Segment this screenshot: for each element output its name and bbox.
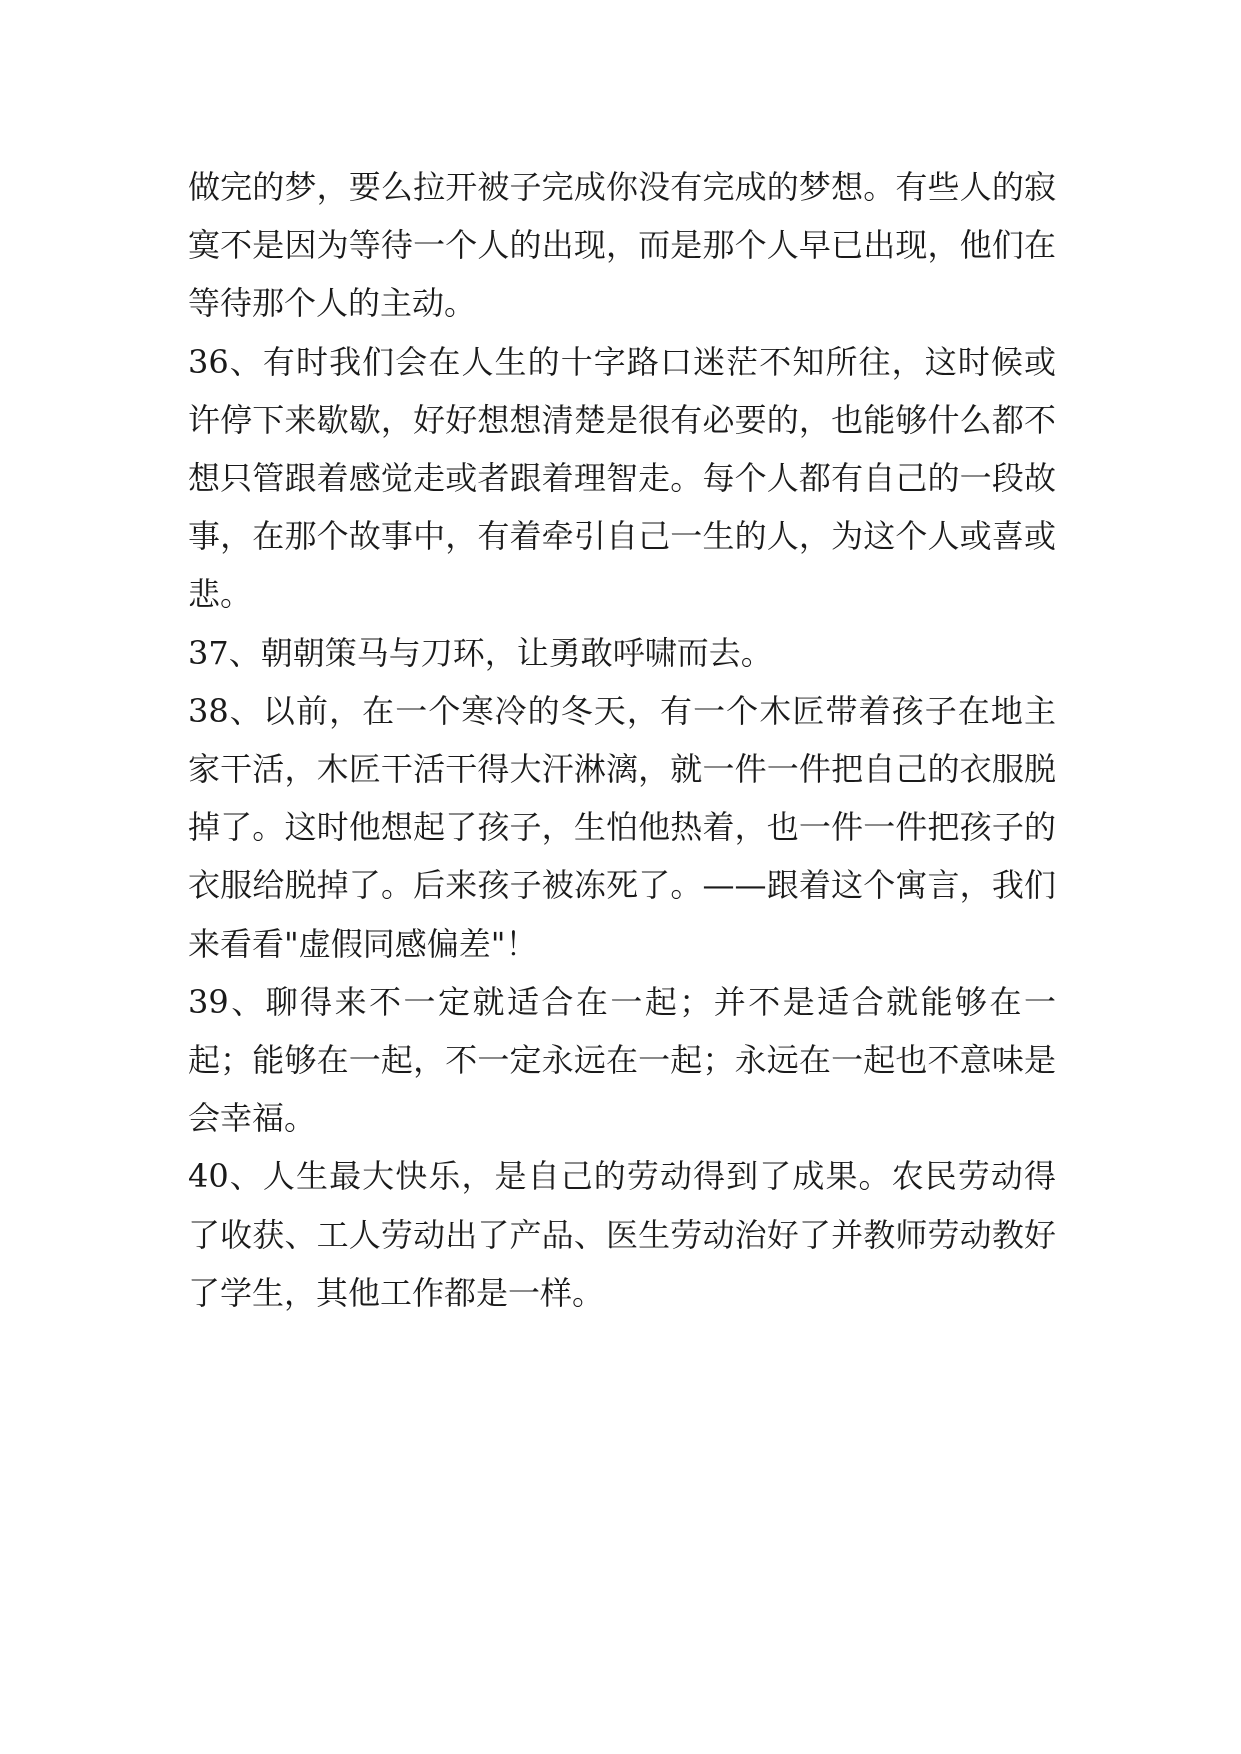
paragraph-40: 40、人生最大快乐，是自己的劳动得到了成果。农民劳动得了收获、工人劳动出了产品、医生劳动治好了并教师劳动教好了学生，其他工作都是一样。 xyxy=(188,1157,1056,1312)
document-body xyxy=(188,158,1056,1322)
paragraph-36: 36、有时我们会在人生的十字路口迷茫不知所往，这时候或许停下来歇歇，好好想想清楚是很有必要的，也能够什么都不想只管跟着感觉走或者跟着理智走。每个人都有自己的一段故事，在那个故事中，有着牵引自己一生的人，为这个人或喜或悲。 xyxy=(188,342,1056,614)
paragraph-38: 38、以前，在一个寒冷的冬天，有一个木匠带着孩子在地主家干活，木匠干活干得大汗淋漓，就一件一件把自己的衣服脱掉了。这时他想起了孩子，生怕他热着，也一件一件把孩子的衣服给脱掉了。后来孩子被冻死了。——跟着这个寓言，我们来看看"虚假同感偏差"！ xyxy=(188,691,1056,963)
paragraph-37: 37、朝朝策马与刀环，让勇敢呼啸而去。 xyxy=(188,633,773,672)
paragraph-39: 39、聊得来不一定就适合在一起；并不是适合就能够在一起；能够在一起，不一定永远在一起；永远在一起也不意味是会幸福。 xyxy=(188,982,1056,1138)
paragraph-continued: 做完的梦，要么拉开被子完成你没有完成的梦想。有些人的寂寞不是因为等待一个人的出现，而是那个人早已出现，他们在等待那个人的主动。 xyxy=(188,168,1056,323)
